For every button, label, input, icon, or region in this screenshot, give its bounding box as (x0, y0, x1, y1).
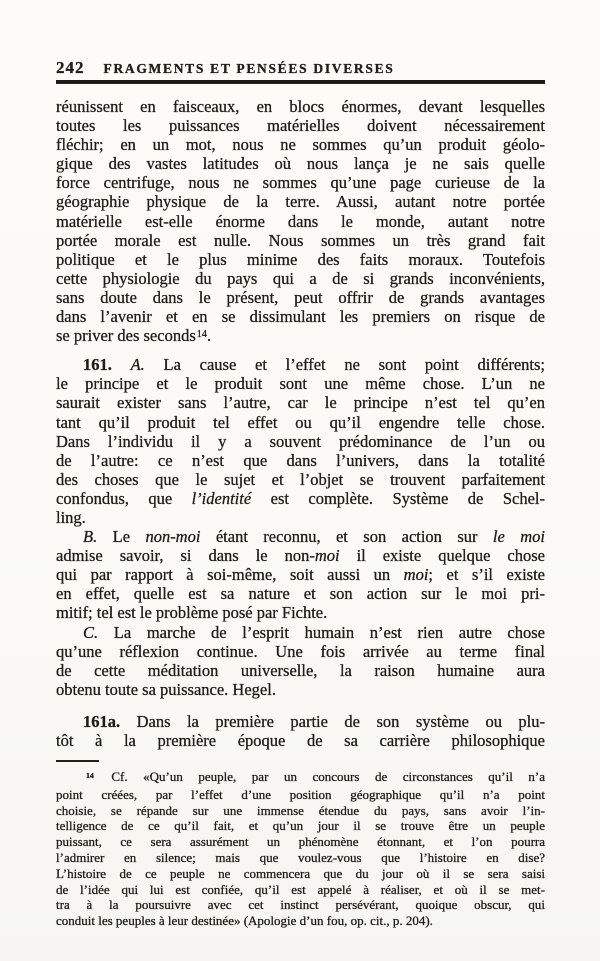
text-line (56, 374, 545, 393)
text-run: moi (403, 565, 429, 585)
text-line (56, 712, 545, 731)
running-title: FRAGMENTS ET PENSÉES DIVERSES (103, 61, 395, 76)
text-run: La cause et l’effet ne sont point différents; (144, 355, 545, 375)
text-run: Le (97, 527, 146, 547)
text-line (56, 413, 545, 432)
text-run: B. (83, 527, 98, 547)
text-run: est complète. Système de Schel- (251, 488, 545, 508)
text-run: étant reconnu, et son action sur (200, 527, 493, 547)
text-line (56, 508, 545, 527)
footnote-separator-rule (56, 760, 99, 762)
text-line (56, 451, 545, 470)
text-run: dans l’avenir et en se dissimulant les premiers on risque de (56, 307, 545, 327)
text-run: saurait exister sans l’autre, car le principe n’est tel qu’en (56, 393, 545, 413)
text-line (56, 680, 545, 699)
text-line (56, 432, 545, 451)
entry-161-A (56, 355, 545, 527)
text-run: politique et le plus minime des faits moraux. Toutefois (56, 249, 545, 269)
text-run: de l’autre: ce n’est que dans l’univers, dans la totalité (56, 450, 545, 470)
text-line (56, 818, 545, 834)
text-run: des choses que le sujet et l’objet se trouvent parfaitement (56, 469, 545, 489)
page-number: 242 (56, 58, 85, 77)
text-run: de l’idée qui lui est confiée, qu’il est appelé à réaliser, et où il se met- (56, 881, 545, 897)
text-run: Dans la première partie de son système ou plu- (120, 711, 545, 731)
text-line (56, 897, 545, 913)
text-run: tra à la poursuivre avec cet instinct persévérant, quoique obscur, qui (56, 897, 545, 913)
text-line (56, 731, 545, 750)
scanned-book-page (56, 58, 545, 929)
text-run: qu’une réflexion continue. Une fois arrivée au terme final (56, 641, 545, 661)
text-run: cette physiologie du pays qui a de si grands inconvénients, (56, 268, 545, 288)
text-run: non-moi (145, 527, 201, 547)
text-run: il existe quelque chose (339, 546, 545, 566)
text-run: telligence de ce qu’il fait, et qu’un jour il se trouve être un peuple (56, 818, 545, 834)
text-run: sans doute dans le présent, peut offrir de grands avantages (56, 287, 545, 307)
text-line (56, 250, 545, 269)
text-line (56, 882, 545, 898)
text-line (56, 866, 545, 882)
text-line (56, 326, 545, 348)
text-run: portée morale est nulle. Nous sommes un très grand fait (56, 230, 545, 250)
text-run: 161a. (83, 711, 121, 731)
text-run: se priver des seconds (56, 326, 196, 346)
text-run: L’histoire de ce peuple ne commencera que du jour où il se sera saisi (56, 865, 545, 881)
entry-161-B (56, 527, 545, 622)
entry-161-C (56, 623, 545, 699)
text-line (56, 173, 545, 192)
text-run: toutes les puissances matérielles doivent nécessairement (56, 116, 545, 136)
text-line (56, 470, 545, 489)
text-run: le moi (492, 527, 545, 547)
text-run: La marche de l’esprit humain n’est rien autre chose (98, 622, 545, 642)
text-run: matérielle est-elle énorme dans le monde, autant notre (56, 211, 545, 231)
text-line (56, 603, 545, 622)
text-line (56, 192, 545, 211)
text-run: en effet, quelle est sa nature et son action sur le moi pri- (56, 584, 545, 604)
text-line (56, 661, 545, 680)
text-line (56, 642, 545, 661)
text-run: ling. (56, 507, 86, 527)
footnote-reference-mark: 14 (86, 770, 94, 780)
text-line (56, 355, 545, 374)
text-run: l’identité (191, 488, 252, 508)
text-run: A. (130, 355, 145, 375)
text-run: 161. (83, 355, 112, 375)
text-run: obtenu toute sa puissance. Hegel. (56, 679, 276, 699)
text-line (56, 116, 545, 135)
text-run: C. (83, 622, 99, 642)
text-line (56, 623, 545, 642)
text-line (56, 269, 545, 288)
text-line (56, 97, 545, 116)
text-run: qui par rapport à soi-même, soit aussi un (56, 565, 404, 585)
text-line (56, 803, 545, 819)
text-line (56, 154, 545, 173)
text-run: point créées, par l’effet d’une position géographique qu’il n’a point (56, 786, 545, 802)
text-run: tant qu’il produit tel effet ou qu’il engendre telle chose. (56, 412, 545, 432)
text-run: de cette méditation universelle, la raison humaine aura (56, 660, 545, 680)
body-text (56, 97, 545, 750)
text-line (56, 393, 545, 412)
text-line (56, 546, 545, 565)
text-run: moi (314, 546, 340, 566)
text-line (56, 489, 545, 508)
text-run: tôt à la première époque de sa carrière philosophique (56, 731, 545, 750)
text-run: conduit les peuples à leur destinée» (Apologie d’un fou, op. cit., p. 204). (56, 913, 433, 929)
footnote-text (56, 769, 545, 929)
text-run: force centrifuge, nous ne sommes qu’une page curieuse de la (56, 173, 545, 193)
text-run: . (206, 326, 212, 346)
text-run: ; et s’il existe (428, 565, 545, 585)
text-run: fléchir; en un mot, nous ne sommes qu’un produit géolo- (56, 135, 545, 155)
text-line (56, 212, 545, 231)
text-run: confondus, que (56, 488, 192, 508)
text-line (56, 850, 545, 866)
text-line (56, 913, 545, 929)
text-line (56, 307, 545, 326)
paragraph-continuation (56, 97, 545, 348)
footnote-reference-mark: 14 (196, 328, 207, 340)
text-run: puissant, ce sera assurément un phénomène étonnant, et l’on pourra (56, 834, 545, 850)
text-line (56, 135, 545, 154)
footnote-14 (56, 769, 545, 929)
text-run: Dans l’individu il y a souvent prédominance de l’un ou (56, 431, 545, 451)
text-line (56, 584, 545, 603)
text-run: choisie, se répande sur une immense étendue du pays, sans avoir l’in- (56, 802, 545, 818)
text-run: mitif; tel est le problème posé par Fichte. (56, 603, 328, 623)
text-run: admise savoir, si dans le non- (56, 546, 315, 566)
text-line (56, 231, 545, 250)
text-run: réunissent en faisceaux, en blocs énormes, devant lesquelles (56, 97, 545, 116)
text-run (112, 355, 131, 374)
header-double-rule (56, 80, 545, 84)
text-run: Cf. «Qu’un peuple, par un concours de circonstances qu’il n’a (95, 769, 545, 785)
text-run: gique des vastes latitudes où nous lança je ne sais quelle (56, 154, 545, 174)
text-run: l’admirer en silence; mais que voulez-vous que l’histoire en dise? (56, 850, 545, 866)
text-line (56, 565, 545, 584)
entry-161a (56, 712, 545, 750)
text-run: le principe et le produit sont une même chose. L’un ne (56, 374, 545, 394)
text-line (56, 834, 545, 850)
page-header (56, 58, 545, 78)
text-line (56, 288, 545, 307)
text-run: géographie physique de la terre. Aussi, autant notre portée (56, 192, 545, 212)
text-line (56, 769, 545, 787)
text-line (56, 787, 545, 803)
text-line (56, 527, 545, 546)
